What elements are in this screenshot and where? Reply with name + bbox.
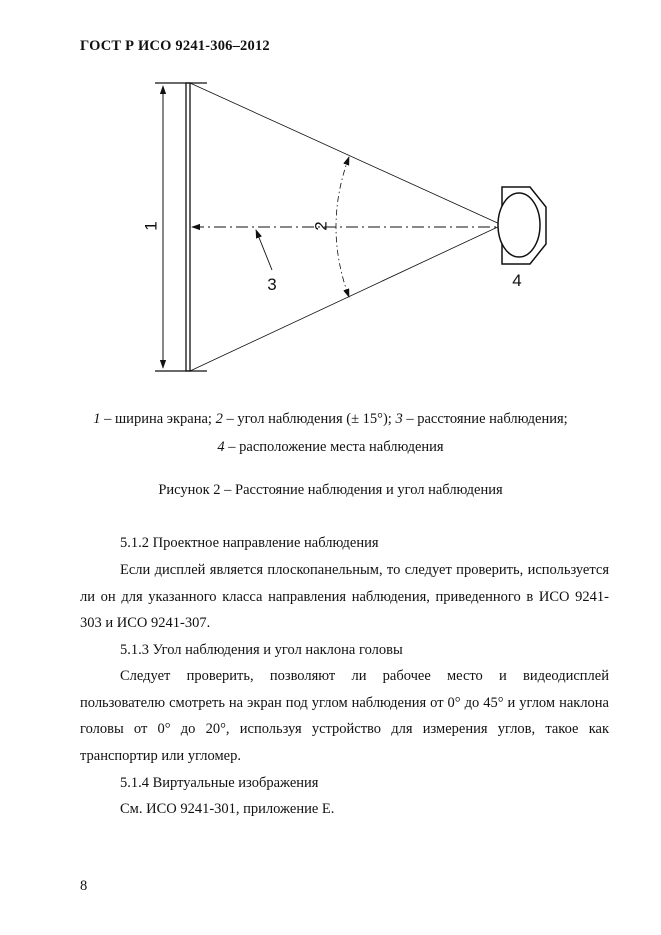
label-3-leader xyxy=(256,230,272,270)
viewing-diagram xyxy=(0,0,661,400)
figure-title: Рисунок 2 – Расстояние наблюдения и угол наблюдения xyxy=(158,482,503,498)
section-body-5-1-4: См. ИСО 9241-301, приложение Е. xyxy=(120,801,335,817)
legend-text-2: – угол наблюдения (± 15°); xyxy=(222,411,396,427)
section-heading-5-1-4: 5.1.4 Виртуальные изображения xyxy=(120,775,319,791)
screen-rect xyxy=(186,83,190,371)
legend-num-1: 1 xyxy=(93,411,101,427)
legend-text-1: – ширина экрана; xyxy=(100,411,216,427)
label-3: 3 xyxy=(267,275,277,294)
legend-num-2: 2 xyxy=(215,411,223,427)
lower-sight-line xyxy=(190,225,502,371)
section-heading-5-1-3: 5.1.3 Угол наблюдения и угол наклона головы xyxy=(120,642,403,658)
legend-text-4: – расположение места наблюдения xyxy=(224,439,444,455)
legend-text-3: – расстояние наблюдения; xyxy=(402,411,568,427)
legend-num-4: 4 xyxy=(217,439,225,455)
section-heading-5-1-2: 5.1.2 Проектное направление наблюдения xyxy=(120,535,379,551)
figure-legend-line-2 xyxy=(0,439,661,456)
page-number: 8 xyxy=(80,878,88,894)
label-2: 2 xyxy=(311,221,331,231)
document-header: ГОСТ Р ИСО 9241-306–2012 xyxy=(80,38,270,54)
label-4: 4 xyxy=(512,271,522,290)
upper-sight-line xyxy=(190,83,502,225)
figure-legend-line-1 xyxy=(0,411,661,428)
label-1: 1 xyxy=(141,221,161,231)
section-body-5-1-2: Если дисплей является плоскопанельным, то следует проверить, используется ли он для указанного класса направления наблюдения, приведенного в ИСО 9241-303 и ИСО 9241-307. xyxy=(80,562,609,631)
section-body-5-1-3: Следует проверить, позволяют ли рабочее место и видеодисплей пользователю смотреть на экран под углом наблюдения от 0° до 45° и углом наклона головы от 0° до 20°, используя устройство для измерения углов, такое как транспортир или угломер. xyxy=(80,668,609,764)
legend-num-3: 3 xyxy=(395,411,403,427)
observer-head xyxy=(498,193,540,257)
